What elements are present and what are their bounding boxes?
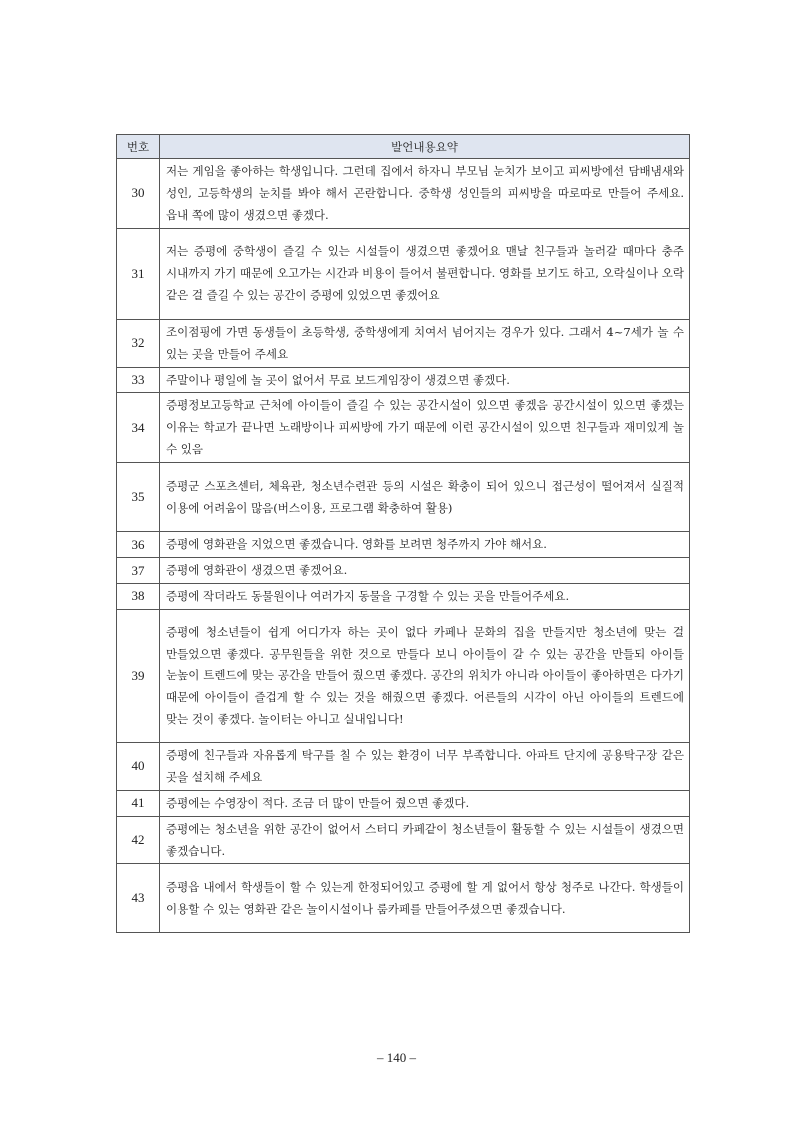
page-number: – 140 – [377, 1050, 416, 1065]
row-number: 39 [117, 609, 160, 742]
table-row [117, 532, 690, 558]
row-text: 조이점핑에 가면 동생들이 초등학생, 중학생에게 치여서 넘어지는 경우가 있다. 그래서 4~7세가 놀 수 있는 곳을 만들어 주세요 [160, 319, 690, 367]
table-row [117, 864, 690, 933]
row-number: 40 [117, 742, 160, 790]
row-text: 증평에 작더라도 동물원이나 여러가지 동물을 구경할 수 있는 곳을 만들어주세요. [160, 583, 690, 609]
row-number: 35 [117, 463, 160, 532]
row-text: 증평군 스포츠센터, 체육관, 청소년수련관 등의 시설은 확충이 되어 있으니 접근성이 떨어져서 실질적 이용에 어려움이 많음(버스이용, 프로그램 확충하여 활용) [160, 463, 690, 532]
table-row [117, 742, 690, 790]
row-text: 증평에는 수영장이 적다. 조금 더 많이 만들어 줬으면 좋겠다. [160, 790, 690, 816]
table-row [117, 367, 690, 393]
row-text: 증평에 친구들과 자유롭게 탁구를 칠 수 있는 환경이 너무 부족합니다. 아파트 단지에 공용탁구장 같은 곳을 설치해 주세요 [160, 742, 690, 790]
row-text: 증평에 영화관을 지었으면 좋겠습니다. 영화를 보려면 청주까지 가야 해서요. [160, 532, 690, 558]
row-text: 증평정보고등학교 근처에 아이들이 즐길 수 있는 공간시설이 있으면 좋겠음 공간시설이 있으면 좋겠는 이유는 학교가 끝나면 노래방이나 피씨방에 가기 때문에 이런 공간시설이 있으면 친구들과 재미있게 놀 수 있음 [160, 393, 690, 463]
row-text: 증평에는 청소년을 위한 공간이 없어서 스터디 카페같이 청소년들이 활동할 수 있는 시설들이 생겼으면 좋겠습니다. [160, 816, 690, 864]
row-number: 36 [117, 532, 160, 558]
row-text: 저는 게임을 좋아하는 학생입니다. 그런데 집에서 하자니 부모님 눈치가 보이고 피씨방에선 담배냄새와 성인, 고등학생의 눈치를 봐야 해서 곤란합니다. 중학생 성인들의 피씨방을 따로따로 만들어 주세요. 읍내 쪽에 많이 생겼으면 좋겠다. [160, 159, 690, 229]
table-row [117, 790, 690, 816]
row-number: 42 [117, 816, 160, 864]
row-number: 31 [117, 228, 160, 319]
row-text: 저는 증평에 중학생이 즐길 수 있는 시설들이 생겼으면 좋겠어요 맨날 친구들과 놀러갈 때마다 충주 시내까지 가기 때문에 오고가는 시간과 비용이 들어서 불편합니다. 영화를 보기도 하고, 오락실이나 오락 같은 걸 즐길 수 있는 공간이 증평에 있었으면 좋겠어요 [160, 228, 690, 319]
row-number: 30 [117, 159, 160, 229]
row-number: 32 [117, 319, 160, 367]
table-row [117, 816, 690, 864]
row-number: 43 [117, 864, 160, 933]
row-number: 33 [117, 367, 160, 393]
row-number: 37 [117, 558, 160, 584]
table-header-row [117, 135, 690, 159]
opinion-table [116, 134, 690, 933]
table-row [117, 558, 690, 584]
table-row [117, 393, 690, 463]
table-row [117, 609, 690, 742]
row-number: 38 [117, 583, 160, 609]
row-text: 증평에 영화관이 생겼으면 좋겠어요. [160, 558, 690, 584]
header-number: 번호 [117, 135, 160, 159]
table-row [117, 319, 690, 367]
header-summary: 발언내용요약 [160, 135, 690, 159]
row-number: 34 [117, 393, 160, 463]
row-number: 41 [117, 790, 160, 816]
row-text: 주말이나 평일에 놀 곳이 없어서 무료 보드게임장이 생겼으면 좋겠다. [160, 367, 690, 393]
table-row [117, 159, 690, 229]
row-text: 증평에 청소년들이 쉽게 어디가자 하는 곳이 없다 카페나 문화의 집을 만들지만 청소년에 맞는 걸 만들었으면 좋겠다. 공무원들을 위한 것으로 만들다 보니 아이들이 갈 수 있는 공간을 만들되 아이들 눈높이 트렌드에 맞는 공간을 만들어 줬으면 좋겠다. 공간의 위치가 아니라 아이들이 좋아하면은 다가기 때문에 아이들이 즐겁게 할 수 있는 것을 해줬으면 좋겠다. 어른들의 시각이 아닌 아이들의 트렌드에 맞는 것이 좋겠다. 놀이터는 아니고 실내입니다! [160, 609, 690, 742]
table-row [117, 228, 690, 319]
row-text: 증평읍 내에서 학생들이 할 수 있는게 한정되어있고 증평에 할 게 없어서 항상 청주로 나간다. 학생들이 이용할 수 있는 영화관 같은 놀이시설이나 룸카페를 만들어주셨으면 좋겠습니다. [160, 864, 690, 933]
table-row [117, 463, 690, 532]
table-row [117, 583, 690, 609]
